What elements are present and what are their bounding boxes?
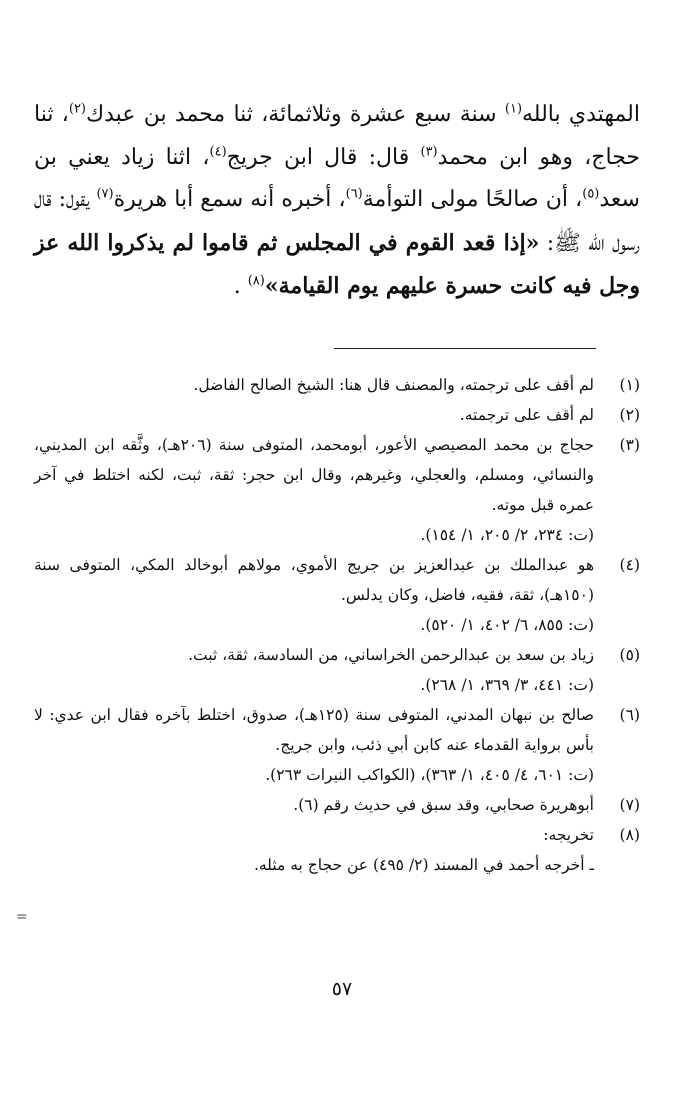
- footnote-number: (٤): [619, 556, 640, 574]
- footnote-ref-5: (٥): [582, 186, 600, 202]
- footnote-citation: (ت: ٦٠١، ٤/ ٤٠٥، ١/ ٣٦٣)، (الكواكب النيرات ٢٦٣).: [265, 766, 594, 784]
- footnote-number: (٥): [619, 646, 640, 664]
- footnote: [34, 370, 640, 400]
- footnote-line: لم أقف على ترجمته، والمصنف قال هنا: الشيخ الصالح الفاضل.: [193, 376, 594, 394]
- main-text-part: ، أخبره أنه سمع أبا هريرة: [113, 187, 346, 212]
- footnote-ref-3: (٣): [420, 144, 438, 160]
- footnote-line: صالح بن نبهان المدني، المتوفى سنة (١٢٥هـ)، صدوق، اختلط بآخره فقال ابن عدي: لا بأس برواية القدماء عنه كابن أبي ذئب، وابن جريج.: [34, 706, 595, 754]
- main-text-part: ، أن صالحًا مولى التوأمة: [362, 187, 583, 212]
- main-text: [34, 94, 640, 309]
- margin-mark: =: [16, 909, 28, 925]
- footnote-ref-6: (٦): [345, 186, 363, 202]
- footnote-ref-7: (٧): [96, 186, 114, 202]
- main-text-part: ، اثنا زياد يعني بن سعد: [34, 144, 640, 212]
- footnote-line: أبوهريرة صحابي، وقد سبق في حديث رقم (٦).: [293, 796, 594, 814]
- main-text-end: .: [233, 274, 248, 299]
- footnote: [34, 820, 640, 880]
- footnote-citation: (ت: ٨٥٥، ٦/ ٤٠٢، ١/ ٥٢٠).: [420, 616, 594, 634]
- page-number: ٥٧: [331, 978, 353, 1000]
- footnote: [34, 430, 640, 550]
- footnote: [34, 700, 640, 790]
- footnote: [34, 790, 640, 820]
- footnote-number: (٢): [619, 406, 640, 424]
- footnote: [34, 400, 640, 430]
- footnote-line: حجاج بن محمد المصيصي الأعور، أبومحمد، المتوفى سنة (٢٠٦هـ)، وثَّقه ابن المديني، والنسائي، ومسلم، والعجلي، وغيرهم، وقال ابن حجر: ثقة، ثبت، لكنه اختلط في آخر عمره قبل موته.: [34, 436, 594, 514]
- hadith-text: «إذا قعد القوم في المجلس ثم قاموا لم يذكروا الله عز وجل فيه كانت حسرة عليهم يوم القيامة»: [34, 229, 640, 299]
- footnote-number: (١): [619, 376, 640, 394]
- footnote-number: (٧): [619, 796, 640, 814]
- footnote-ref-4: (٤): [209, 144, 227, 160]
- footnotes: [34, 370, 640, 880]
- footnote-divider: [334, 348, 596, 349]
- main-text-part: ، ثنا حجاج، وهو ابن محمد: [34, 102, 640, 170]
- main-text-part: يقول: قال رسول الله ﷺ:: [34, 187, 640, 256]
- main-text-part: سنة سبع عشرة وثلاثمائة، ثنا محمد بن عبدك: [86, 102, 505, 127]
- footnote-citation: (ت: ٢٣٤، ٢/ ٢٠٥، ١/ ١٥٤).: [420, 526, 594, 544]
- footnote-line: تخريجه:: [543, 826, 594, 844]
- footnote-number: (٦): [619, 706, 640, 724]
- footnote-number: (٨): [619, 826, 640, 844]
- footnote: [34, 550, 640, 640]
- footnote: [34, 640, 640, 700]
- footnote-citation: (ت: ٤٤١، ٣/ ٣٦٩، ١/ ٢٦٨).: [420, 676, 594, 694]
- footnote-ref-1: (١): [504, 101, 523, 117]
- footnote-line: هو عبدالملك بن عبدالعزيز بن جريج الأموي، مولاهم أبوخالد المكي، المتوفى سنة (١٥٠هـ)، ثقة، فقيه، فاضل، وكان يدلس.: [34, 556, 594, 604]
- footnote-line: ـ أخرجه أحمد في المسند (٢/ ٤٩٥) عن حجاج به مثله.: [253, 856, 594, 874]
- footnote-line: لم أقف على ترجمته.: [459, 406, 594, 424]
- main-text-part: قال: قال ابن جريج: [226, 144, 421, 170]
- footnote-number: (٣): [619, 436, 640, 454]
- footnote-ref-2: (٢): [68, 101, 86, 117]
- footnote-ref-8: (٨): [247, 273, 265, 289]
- footnote-line: زياد بن سعد بن عبدالرحمن الخراساني، من السادسة، ثقة، ثبت.: [188, 646, 594, 664]
- main-text-part: المهتدي بالله: [522, 102, 640, 127]
